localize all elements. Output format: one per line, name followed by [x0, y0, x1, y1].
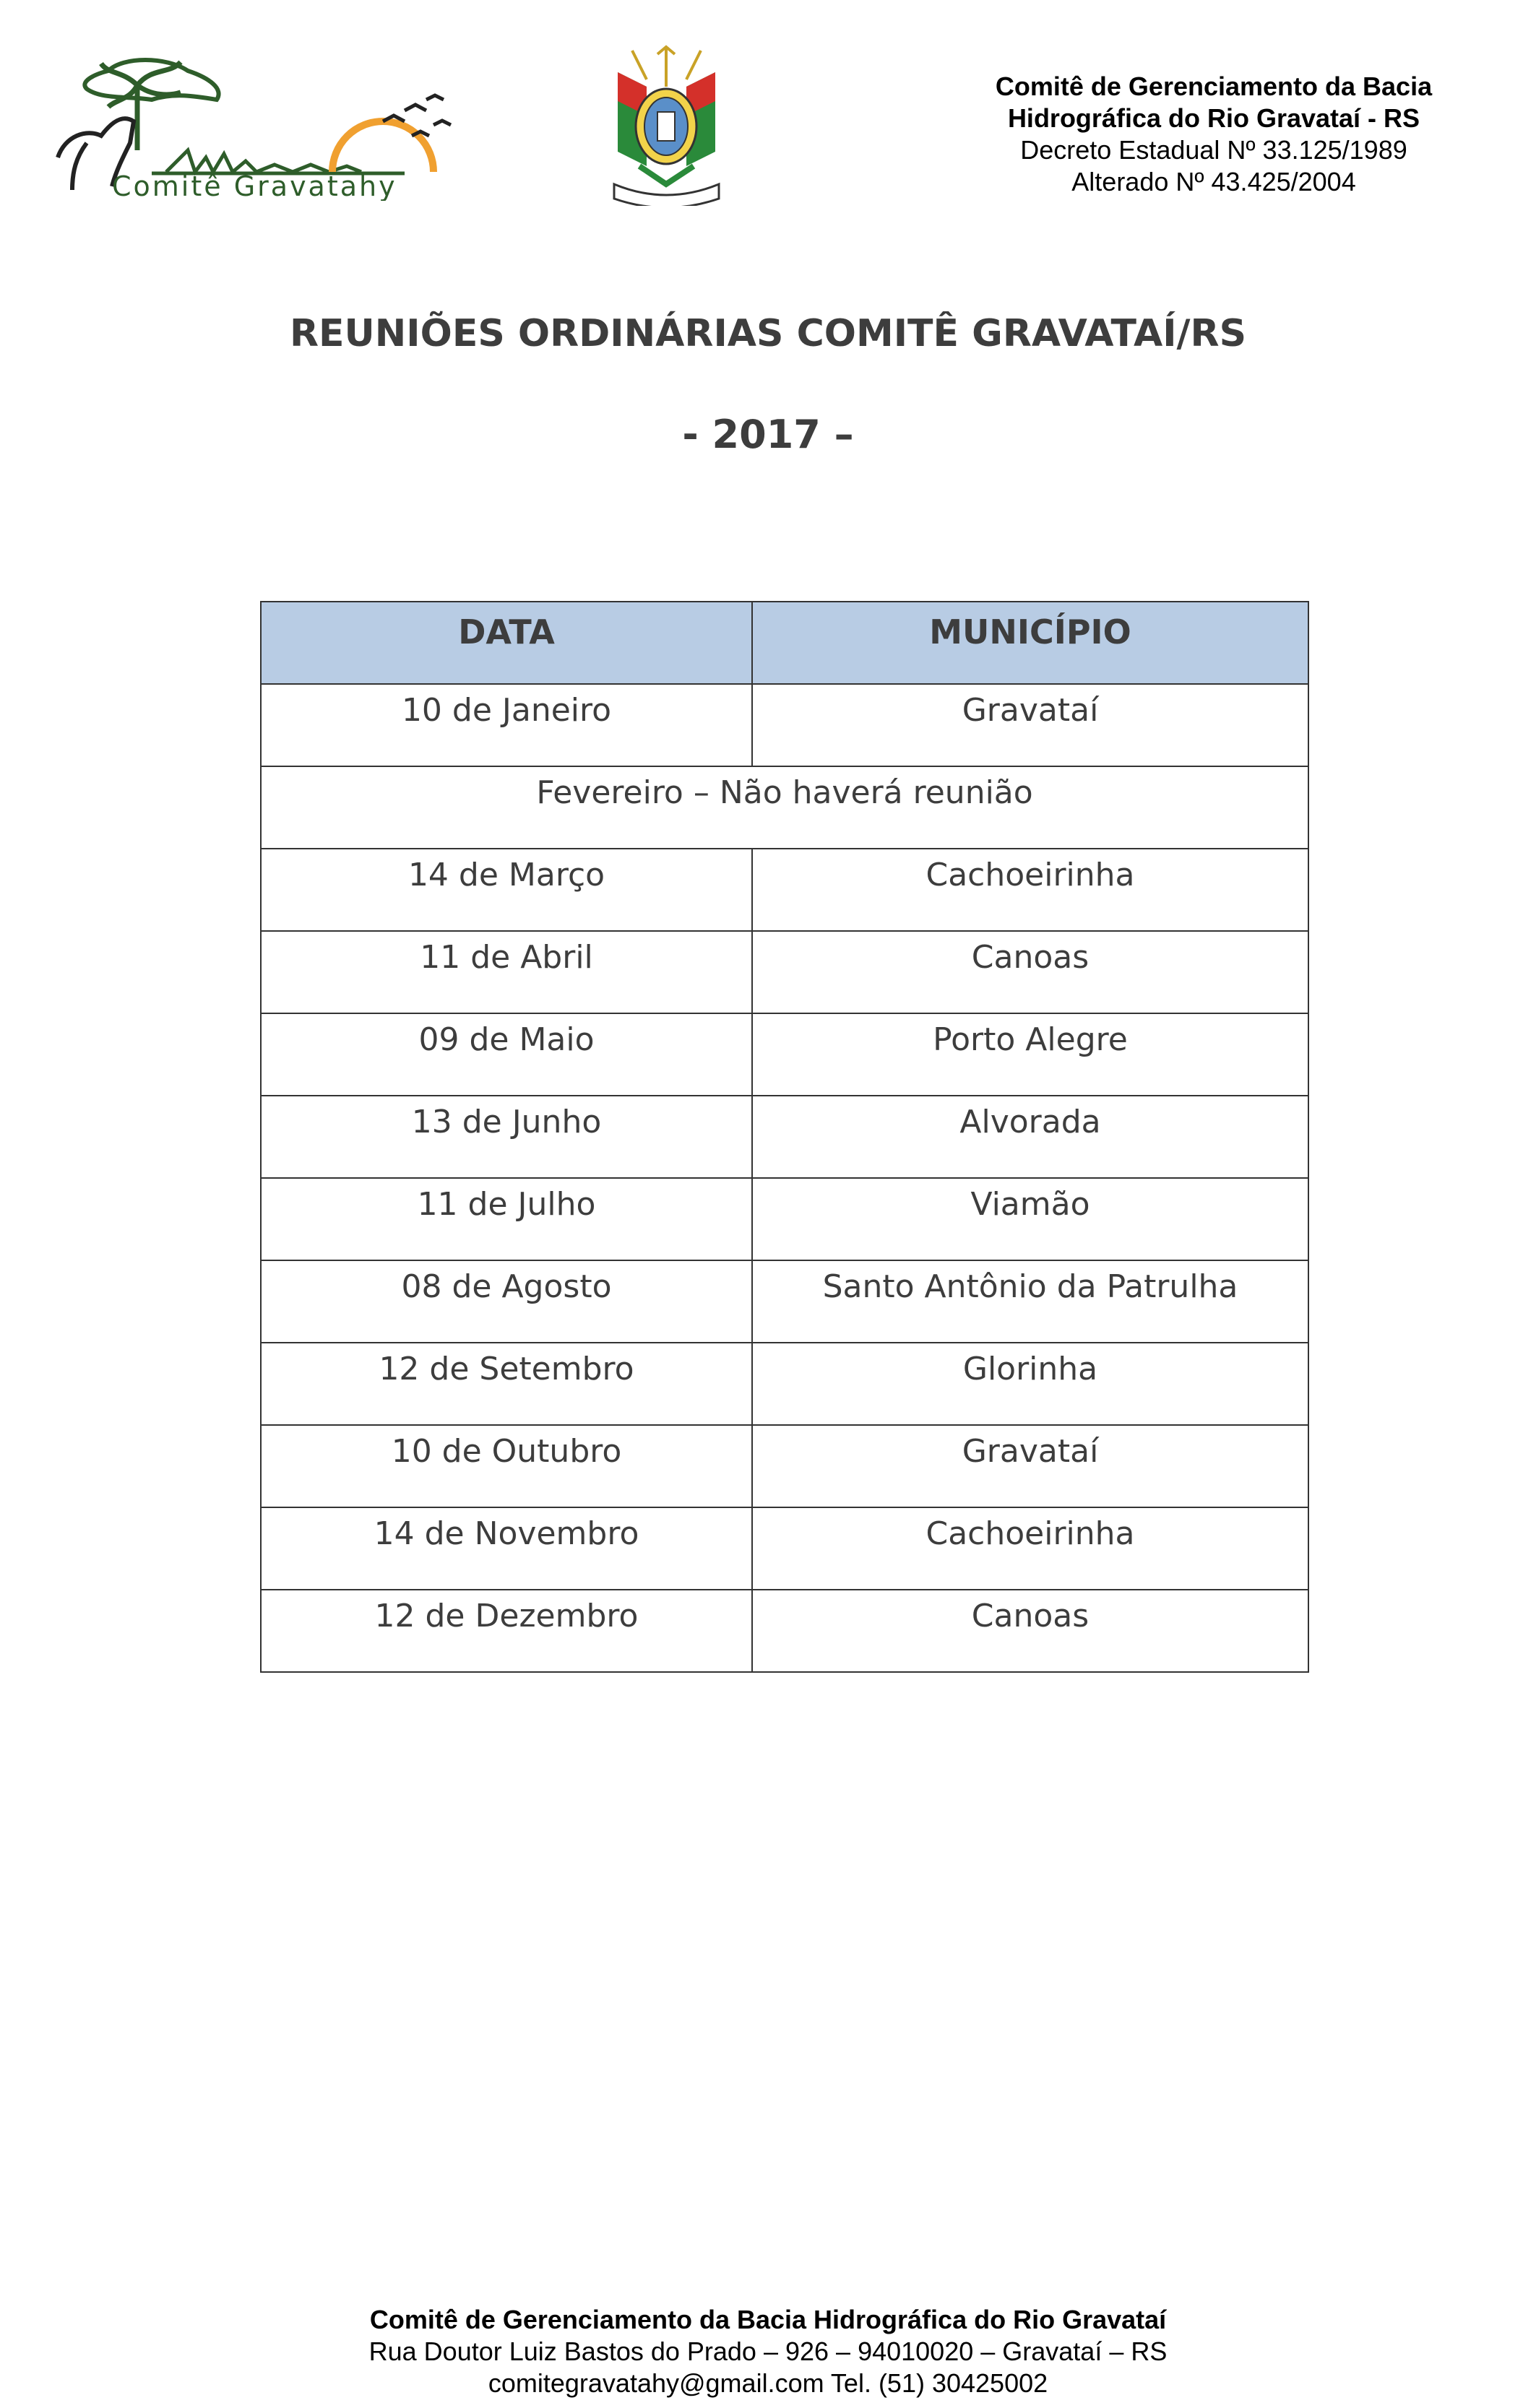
amended-text: Alterado Nº 43.425/2004 [1071, 167, 1356, 196]
table-row [261, 849, 1308, 931]
cell-date: 13 de Junho [261, 1096, 752, 1178]
cell-municipality: Viamão [752, 1178, 1308, 1260]
column-header-date: DATA [261, 602, 752, 684]
logo-text: Comitê Gravatahy [112, 170, 397, 201]
cell-municipality: Santo Antônio da Patrulha [752, 1260, 1308, 1343]
cell-municipality: Alvorada [752, 1096, 1308, 1178]
cell-date: 12 de Dezembro [261, 1590, 752, 1672]
meetings-table [260, 601, 1309, 1673]
cell-date: 10 de Janeiro [261, 684, 752, 766]
cell-date: 08 de Agosto [261, 1260, 752, 1343]
footer [0, 2304, 1536, 2399]
table-row [261, 1013, 1308, 1096]
cell-municipality: Canoas [752, 931, 1308, 1013]
cell-municipality: Glorinha [752, 1343, 1308, 1425]
table-row [261, 1590, 1308, 1672]
table-row [261, 1178, 1308, 1260]
cell-municipality: Cachoeirinha [752, 849, 1308, 931]
table-row [261, 931, 1308, 1013]
table-row [261, 1425, 1308, 1507]
page-year: - 2017 – [682, 412, 854, 457]
org-name-line1: Comitê de Gerenciamento da Bacia [995, 72, 1433, 101]
cell-date: 14 de Novembro [261, 1507, 752, 1590]
cell-date: 11 de Julho [261, 1178, 752, 1260]
footer-address: Rua Doutor Luiz Bastos do Prado – 926 – 94010020 – Gravataí – RS [368, 2336, 1168, 2366]
cell-date: 14 de Março [261, 849, 752, 931]
table-row-no-meeting [261, 766, 1308, 849]
footer-contact: comitegravatahy@gmail.com Tel. (51) 30425002 [488, 2368, 1048, 2398]
cell-date: 11 de Abril [261, 931, 752, 1013]
table-row [261, 1507, 1308, 1590]
column-header-municipality: MUNICÍPIO [752, 602, 1308, 684]
cell-municipality: Gravataí [752, 1425, 1308, 1507]
org-name-line2: Hidrográfica do Rio Gravataí - RS [1007, 103, 1420, 133]
table-row [261, 1260, 1308, 1343]
cell-no-meeting: Fevereiro – Não haverá reunião [261, 766, 1308, 849]
page-title: REUNIÕES ORDINÁRIAS COMITÊ GRAVATAÍ/RS [289, 312, 1247, 355]
decree-text: Decreto Estadual Nº 33.125/1989 [1020, 135, 1407, 165]
cell-municipality: Gravataí [752, 684, 1308, 766]
cell-municipality: Porto Alegre [752, 1013, 1308, 1096]
comite-gravatahy-logo [43, 56, 459, 201]
cell-municipality: Canoas [752, 1590, 1308, 1672]
table-header-row [261, 602, 1308, 684]
header-info [939, 71, 1488, 198]
cell-date: 10 de Outubro [261, 1425, 752, 1507]
footer-org-name: Comitê de Gerenciamento da Bacia Hidrográfica do Rio Gravataí [369, 2305, 1167, 2334]
cell-municipality: Cachoeirinha [752, 1507, 1308, 1590]
table-row [261, 684, 1308, 766]
cell-date: 12 de Setembro [261, 1343, 752, 1425]
table-row [261, 1096, 1308, 1178]
table-row [261, 1343, 1308, 1425]
cell-date: 09 de Maio [261, 1013, 752, 1096]
coat-of-arms-icon [603, 43, 730, 206]
